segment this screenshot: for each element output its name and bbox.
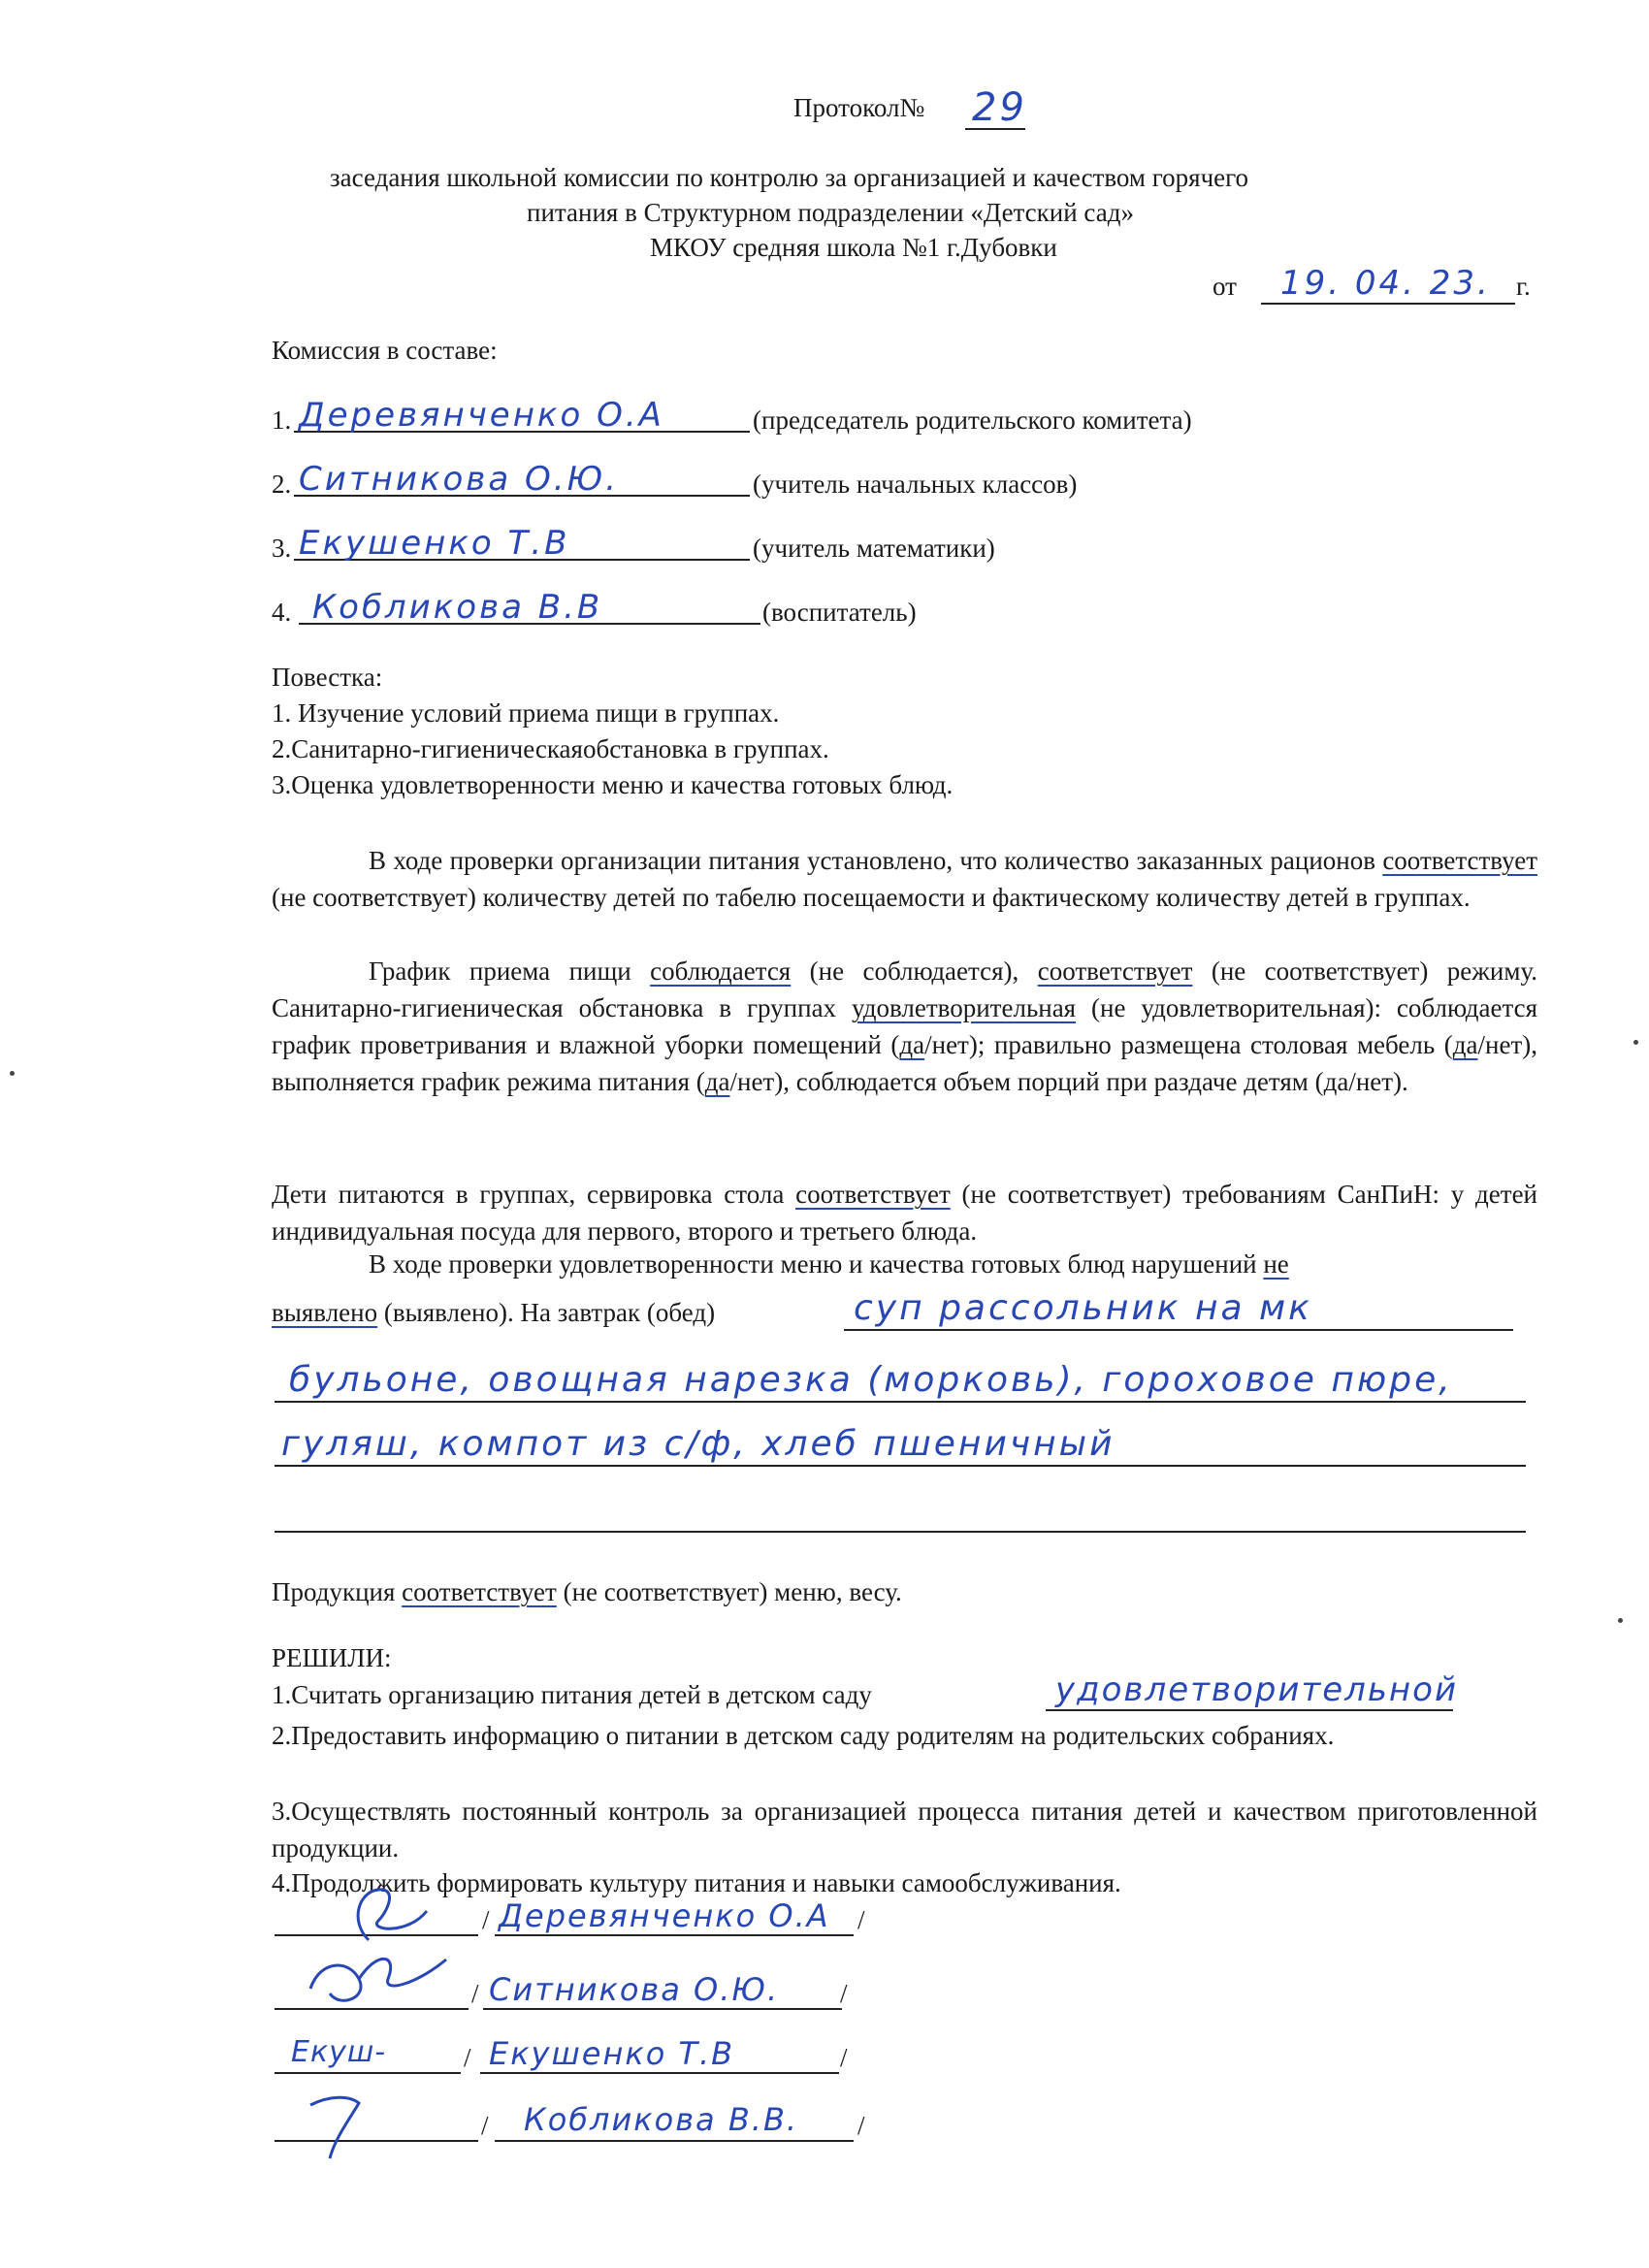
commission-heading: Комиссия в составе:: [272, 336, 498, 365]
decision-item-1-line: [1046, 1709, 1453, 1711]
underlined-choice: выявлено: [272, 1298, 378, 1327]
signature-handwritten: Екуш-: [291, 2035, 387, 2069]
underlined-choice: соблюдается: [650, 956, 792, 986]
protocol-label: Протокол№: [793, 93, 925, 122]
date-line: [1261, 303, 1515, 305]
text: В ходе проверки удовлетворенности меню и качества готовых блюд нарушений: [369, 1249, 1264, 1279]
name-line: [495, 2140, 854, 2142]
member-name: Кобликова В.В: [312, 588, 603, 627]
title-line-3: МКОУ средняя школа №1 г.Дубовки: [650, 233, 1057, 262]
paragraph-rations: [272, 842, 1537, 916]
date-value: 19. 04. 23.: [1280, 264, 1491, 303]
signature-name: Екушенко Т.В: [489, 2035, 735, 2072]
paragraph-schedule: [272, 953, 1537, 1100]
text: Дети питаются в группах, сервировка стола: [272, 1180, 796, 1209]
decision-heading: РЕШИЛИ:: [272, 1643, 392, 1672]
decision-item-4: 4.Продолжить формировать культуру питания и навыки самообслуживания.: [272, 1868, 1121, 1897]
slash: /: [857, 2111, 865, 2140]
scan-speck: [1618, 1618, 1623, 1623]
decision-item-1-hw: удовлетворительной: [1055, 1670, 1459, 1709]
menu-hw-2: бульоне, овощная нарезка (морковь), гороховое пюре,: [289, 1360, 1453, 1400]
agenda-item-3: 3.Оценка удовлетворенности меню и качества готовых блюд.: [272, 770, 954, 799]
member-name: Деревянченко О.А: [299, 396, 664, 435]
slash: /: [482, 1905, 490, 1934]
menu-line-1: [844, 1329, 1513, 1331]
paragraph-serving: [272, 1176, 1537, 1249]
signature-name: Кобликова В.В.: [524, 2101, 799, 2138]
slash: /: [840, 2043, 848, 2072]
underlined-choice: не: [1263, 1249, 1289, 1279]
text: /нет), соблюдается объем порций при раздаче детям (да/нет).: [729, 1067, 1408, 1096]
member-number: 2.: [272, 470, 292, 499]
text: /нет); правильно размещена столовая мебель (: [924, 1030, 1453, 1059]
protocol-title: [793, 93, 924, 123]
underlined-choice: да: [1452, 1030, 1478, 1059]
paragraph-menu-line-2: [272, 1298, 715, 1328]
underlined-choice: соответствует: [1037, 956, 1193, 986]
menu-line-4: [275, 1531, 1526, 1533]
member-role: (учитель математики): [753, 534, 995, 563]
member-name: Екушенко Т.В: [299, 524, 570, 563]
agenda-item-2: 2.Санитарно-гигиеническаяобстановка в группах.: [272, 734, 829, 763]
member-number: 1.: [272, 405, 292, 435]
underlined-choice: соответствует: [402, 1577, 557, 1606]
menu-line-3: [275, 1465, 1526, 1467]
name-line: [495, 1934, 854, 1936]
menu-hw-3: гуляш, компот из с/ф, хлеб пшеничный: [281, 1424, 1116, 1464]
text: (не соответствует) количеству детей по табелю посещаемости и фактическому количеству детей в группах.: [272, 883, 1471, 912]
signature-line: [275, 2072, 461, 2074]
date-prefix: от: [1212, 272, 1237, 301]
agenda: [272, 660, 1537, 803]
text: (не соблюдается),: [791, 956, 1038, 986]
underlined-choice: да: [704, 1067, 730, 1096]
paragraph-menu-line-1: [369, 1249, 1289, 1280]
text: (выявлено). На завтрак (обед): [377, 1298, 716, 1327]
slash: /: [840, 1979, 848, 2008]
scan-speck: [1633, 1040, 1638, 1045]
title-line-1: заседания школьной комиссии по контролю за организацией и качеством горячего: [330, 163, 1249, 192]
signature-mark: [291, 2086, 388, 2163]
signature-mark: [291, 1940, 466, 2018]
signature-name: Деревянченко О.А: [499, 1897, 830, 1934]
text: (не удовлетворительная): соблюдается график проветривания и влажной уборки помещений (: [272, 993, 1537, 1059]
member-number: 3.: [272, 534, 292, 563]
scan-speck: [10, 1071, 15, 1076]
member-number: 4.: [272, 598, 292, 627]
underlined-choice: да: [899, 1030, 925, 1059]
text: (не соответствует) режиму. Санитарно-гигиеническая обстановка в группах: [272, 956, 1537, 1022]
decision-item-1: 1.Считать организацию питания детей в детском саду: [272, 1680, 872, 1709]
member-role: (председатель родительского комитета): [753, 405, 1192, 435]
title-line-2: питания в Структурном подразделении «Детский сад»: [527, 198, 1134, 227]
name-line: [480, 2072, 839, 2074]
protocol-number: 29: [972, 85, 1027, 130]
signature-name: Ситникова О.Ю.: [489, 1971, 780, 2008]
text: /нет), выполняется график режима питания (: [272, 1030, 1537, 1096]
text: Продукция: [272, 1577, 403, 1606]
member-name: Ситникова О.Ю.: [299, 460, 620, 499]
underlined-choice: соответствует: [1382, 846, 1537, 875]
member-role: (воспитатель): [762, 598, 917, 627]
text: (не соответствует) меню, весу.: [556, 1577, 902, 1606]
decision-item-3: 3.Осуществлять постоянный контроль за организацией процесса питания детей и качеством приготовленной продукции.: [272, 1797, 1537, 1863]
text: График приема пищи: [369, 956, 651, 986]
underlined-choice: удовлетворительная: [851, 993, 1077, 1022]
paragraph-product: [272, 1577, 902, 1607]
slash: /: [481, 2111, 489, 2140]
date-suffix: г.: [1516, 272, 1531, 301]
slash: /: [471, 1979, 479, 2008]
text: В ходе проверки организации питания установлено, что количество заказанных рационов: [369, 846, 1383, 875]
slash: /: [857, 1905, 865, 1934]
menu-line-2: [275, 1401, 1526, 1403]
agenda-item-1: 1. Изучение условий приема пищи в группах.: [272, 698, 780, 728]
member-role: (учитель начальных классов): [753, 470, 1078, 499]
underlined-choice: соответствует: [795, 1180, 951, 1209]
slash: /: [464, 2043, 471, 2072]
menu-hw-1: суп рассольник на мк: [854, 1288, 1312, 1328]
text: (не соответствует) требованиям СанПиН: у детей индивидуальная посуда для первого, второго и третьего блюда.: [272, 1180, 1538, 1246]
name-line: [483, 2008, 842, 2010]
protocol-number-line: [965, 128, 1025, 130]
decision-item-2: 2.Предоставить информацию о питании в детском саду родителям на родительских собраниях.: [272, 1721, 1335, 1750]
agenda-heading: Повестка:: [272, 663, 383, 692]
